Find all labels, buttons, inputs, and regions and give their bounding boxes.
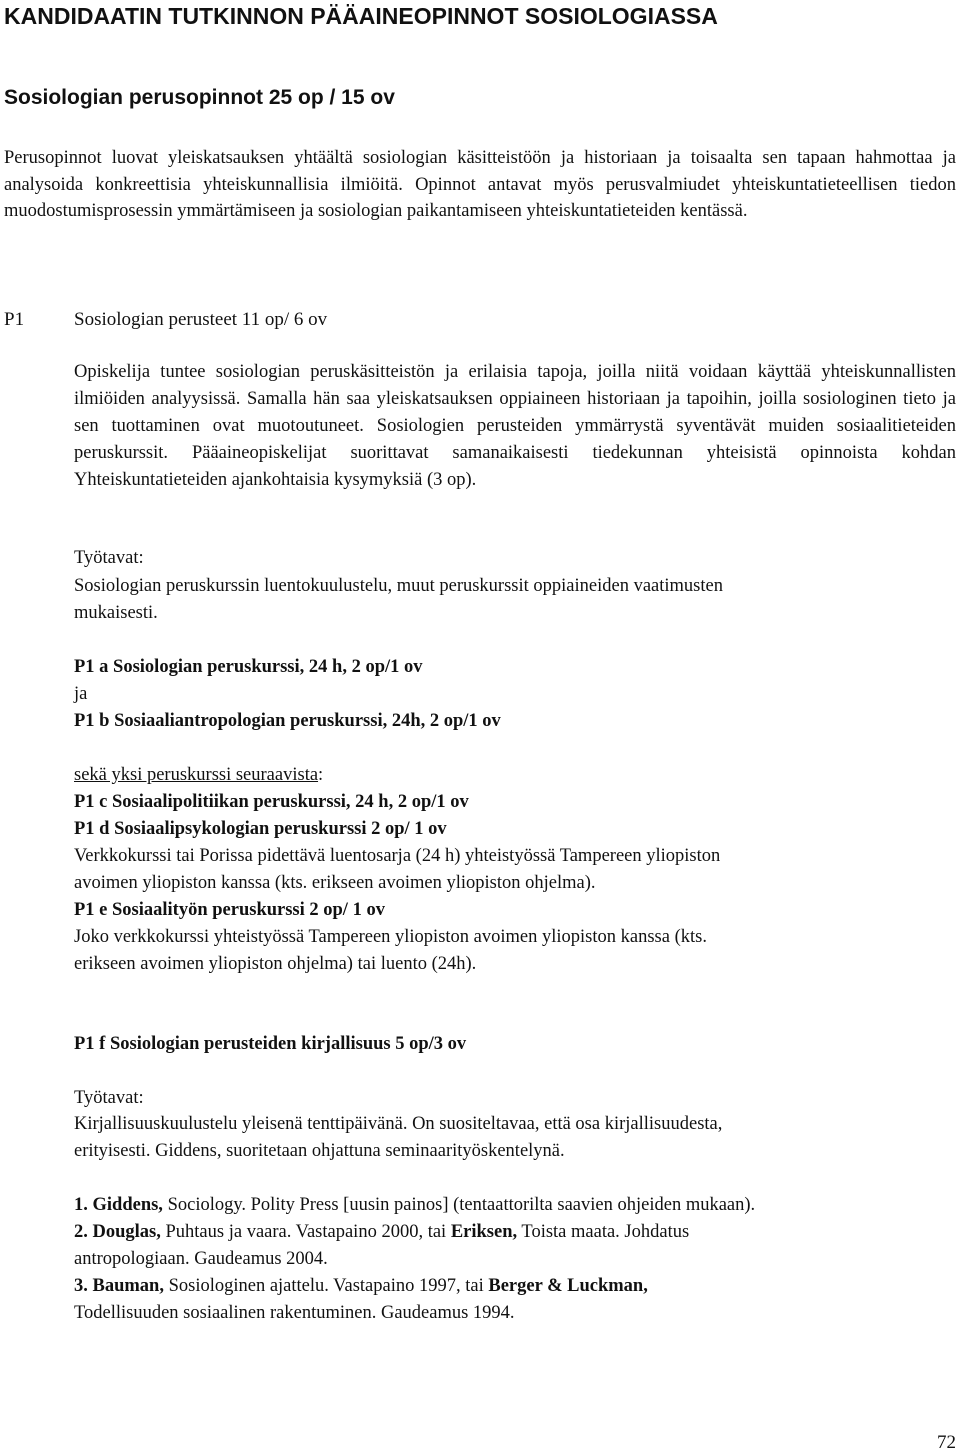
course-p1c: P1 c Sosiaalipolitiikan peruskurssi, 24 h, 2 op/1 ov [74, 792, 469, 812]
choose-one-colon: : [318, 765, 324, 785]
literature-author: Eriksen, [450, 1222, 518, 1242]
literature-item [74, 1219, 689, 1245]
literature-number: 3. [74, 1276, 93, 1296]
course-p1f: P1 f Sosiologian perusteiden kirjallisuus 5 op/3 ov [74, 1034, 467, 1054]
literature-author: Berger & Luckman, [488, 1276, 648, 1296]
course-p1e-desc: erikseen avoimen yliopiston ohjelma) tai luento (24h). [74, 954, 477, 974]
course-p1d: P1 d Sosiaalipsykologian peruskurssi 2 op/ 1 ov [74, 819, 447, 839]
work-methods-label: Työtavat: [74, 548, 144, 568]
page-number: 72 [937, 1432, 956, 1453]
literature-text: Sosiologinen ajattelu. Vastapaino 1997, tai [163, 1276, 489, 1296]
literature-text: Todellisuuden sosiaalinen rakentuminen. Gaudeamus 1994. [74, 1303, 515, 1323]
choose-one-label [74, 762, 323, 788]
literature-author: Douglas, [92, 1222, 161, 1242]
literature-number: 1. [74, 1195, 93, 1215]
work-methods-line: erityisesti. Giddens, suoritetaan ohjattuna seminaarityöskentelynä. [74, 1141, 565, 1161]
work-methods-line: Sosiologian peruskurssin luentokuulustelu, muut peruskurssit oppiaineiden vaatimusten [74, 576, 723, 596]
conjunction: ja [74, 684, 88, 704]
course-p1e: P1 e Sosiaalityön peruskurssi 2 op/ 1 ov [74, 900, 385, 920]
course-p1b: P1 b Sosiaaliantropologian peruskurssi, 24h, 2 op/1 ov [74, 711, 501, 731]
literature-author: Giddens, [92, 1195, 163, 1215]
choose-one-text: sekä yksi peruskurssi seuraavista [74, 765, 319, 785]
literature-author: Bauman, [92, 1276, 164, 1296]
literature-text: Toista maata. Johdatus [517, 1222, 690, 1242]
page-title: KANDIDAATIN TUTKINNON PÄÄAINEOPINNOT SOSIOLOGIASSA [4, 3, 718, 29]
literature-item [74, 1192, 755, 1218]
section-title: Sosiologian perusopinnot 25 op / 15 ov [4, 86, 395, 109]
course-p1a: P1 a Sosiologian peruskurssi, 24 h, 2 op/1 ov [74, 657, 423, 677]
literature-number: 2. [74, 1222, 93, 1242]
module-code: P1 [4, 309, 25, 330]
module-description: Opiskelija tuntee sosiologian peruskäsitteistön ja erilaisia tapoja, joilla niitä voidaan käyttää yhteiskunnallisten ilmiöiden analyysissä. Samalla hän saa yleiskatsauksen oppiaineen historiaan ja tapoihin, joilla sosiologinen tieto ja sen tuottaminen ovat muotoutuneet. Sosiologien perusteiden ymmärrystä syventävät muiden sosiaalitieteiden peruskurssit. Pääaineopiskelijat suorittavat samanaikaisesti tiedekunnan yhteisistä opinnoista kohdan Yhteiskuntatieteiden ajankohtaisia kysymyksiä (3 op). [74, 362, 956, 490]
literature-text: antropologiaan. Gaudeamus 2004. [74, 1249, 328, 1269]
literature-text: Puhtaus ja vaara. Vastapaino 2000, tai [160, 1222, 451, 1242]
course-p1d-desc: avoimen yliopiston kanssa (kts. erikseen avoimen yliopiston ohjelma). [74, 873, 596, 893]
work-methods-line: mukaisesti. [74, 603, 158, 623]
intro-paragraph: Perusopinnot luovat yleiskatsauksen yhtäältä sosiologian käsitteistöön ja historiaan ja toisaalta sen tapaan hahmottaa ja analysoida konkreettisia yhteiskunnallisia ilmiöitä. Opinnot antavat myös perusvalmiudet yhteiskuntatieteellisen tiedon muodostumisprosessin ymmärtämiseen ja sosiologian paikantamiseen yhteiskuntatieteiden kentässä. [4, 148, 956, 222]
course-p1e-desc: Joko verkkokurssi yhteistyössä Tampereen yliopiston avoimen yliopiston kanssa (kts. [74, 927, 707, 947]
literature-item [74, 1273, 648, 1299]
literature-text: Sociology. Polity Press [uusin painos] (tentaattorilta saavien ohjeiden mukaan). [162, 1195, 756, 1215]
work-methods-label: Työtavat: [74, 1088, 144, 1108]
work-methods-line: Kirjallisuuskuulustelu yleisenä tenttipäivänä. On suositeltavaa, että osa kirjallisuudesta, [74, 1114, 723, 1134]
course-p1d-desc: Verkkokurssi tai Porissa pidettävä luentosarja (24 h) yhteistyössä Tampereen yliopiston [74, 846, 721, 866]
module-title: Sosiologian perusteet 11 op/ 6 ov [74, 309, 328, 330]
